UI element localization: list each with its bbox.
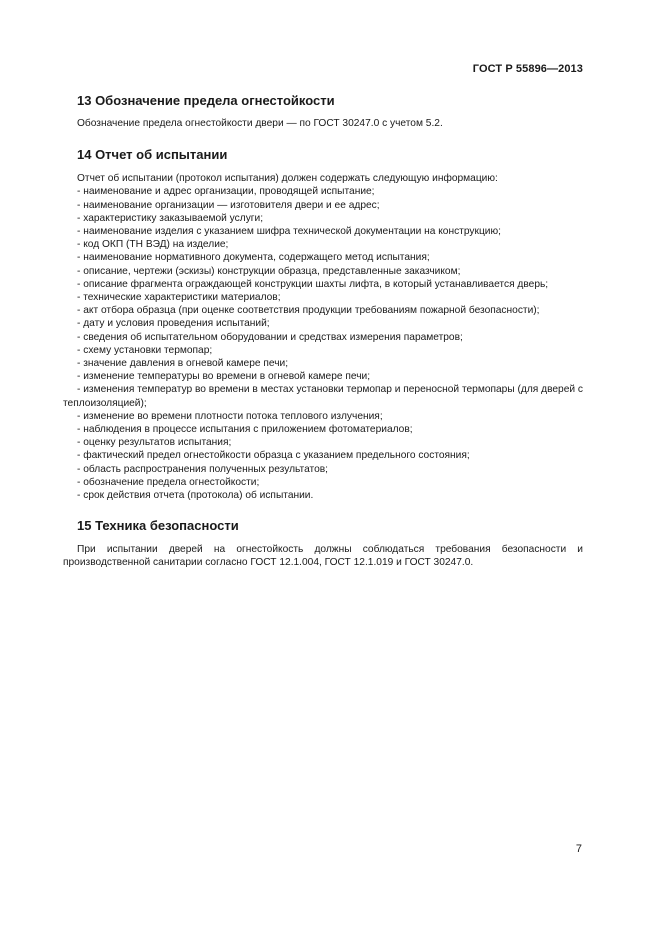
list-item: - схему установки термопар;: [77, 344, 213, 356]
list-item: - наименование изделия с указанием шифра технической документации на конструкцию;: [77, 226, 501, 238]
list-item: - сведения об испытательном оборудовании и средствах измерения параметров;: [77, 331, 463, 343]
list-item: - изменения температур во времени в местах установки термопар и переносной термопары (для дверей с теплоизоляцией);: [63, 384, 583, 409]
document-code: ГОСТ Р 55896—2013: [472, 63, 583, 75]
report-contents-list: [63, 185, 583, 502]
list-item: - описание фрагмента ограждающей конструкции шахты лифта, в который устанавливается дверь;: [77, 278, 549, 290]
page-number: 7: [575, 843, 582, 855]
list-item: - описание, чертежи (эскизы) конструкции образца, представленные заказчиком;: [77, 265, 461, 277]
list-item: - наименование нормативного документа, содержащего метод испытания;: [77, 252, 430, 264]
section-13-text: Обозначение предела огнестойкости двери — по ГОСТ 30247.0 с учетом 5.2.: [77, 118, 443, 129]
list-item: - акт отбора образца (при оценке соответствия продукции требованиям пожарной безопасности);: [77, 305, 540, 317]
document-body: [63, 93, 583, 570]
list-item: - наименование организации — изготовителя двери и ее адрес;: [77, 199, 380, 211]
list-item: - значение давления в огневой камере печи;: [77, 358, 289, 370]
section-14: [63, 147, 583, 502]
list-item: - фактический предел огнестойкости образца с указанием предельного состояния;: [77, 450, 470, 462]
section-14-title: 14 Отчет об испытании: [77, 147, 228, 163]
list-item: - код ОКП (ТН ВЭД) на изделие;: [77, 239, 229, 251]
section-15-title: 15 Техника безопасности: [77, 518, 239, 534]
section-15-text: При испытании дверей на огнестойкость должны соблюдаться требования безопасности и производственной санитарии согласно ГОСТ 12.1.004, ГОСТ 12.1.019 и ГОСТ 30247.0.: [63, 544, 583, 569]
list-item: - дату и условия проведения испытаний;: [77, 318, 270, 330]
list-item: - срок действия отчета (протокола) об испытании.: [77, 490, 314, 502]
section-13-title: 13 Обозначение предела огнестойкости: [77, 93, 335, 108]
section-13: [63, 93, 583, 130]
list-item: - технические характеристики материалов;: [77, 292, 281, 304]
list-item: - обозначение предела огнестойкости;: [77, 476, 260, 488]
list-item: - наблюдения в процессе испытания с приложением фотоматериалов;: [77, 424, 413, 436]
list-item: - наименование и адрес организации, проводящей испытание;: [77, 186, 375, 198]
list-item: - характеристику заказываемой услуги;: [77, 212, 264, 224]
list-item: - изменение во времени плотности потока теплового излучения;: [77, 410, 383, 422]
list-item: - область распространения полученных результатов;: [77, 463, 329, 475]
list-item: - изменение температуры во времени в огневой камере печи;: [77, 371, 371, 383]
section-14-intro: Отчет об испытании (протокол испытания) должен содержать следующую информацию:: [77, 173, 498, 185]
section-15: [63, 518, 583, 569]
list-item: - оценку результатов испытания;: [77, 437, 232, 449]
